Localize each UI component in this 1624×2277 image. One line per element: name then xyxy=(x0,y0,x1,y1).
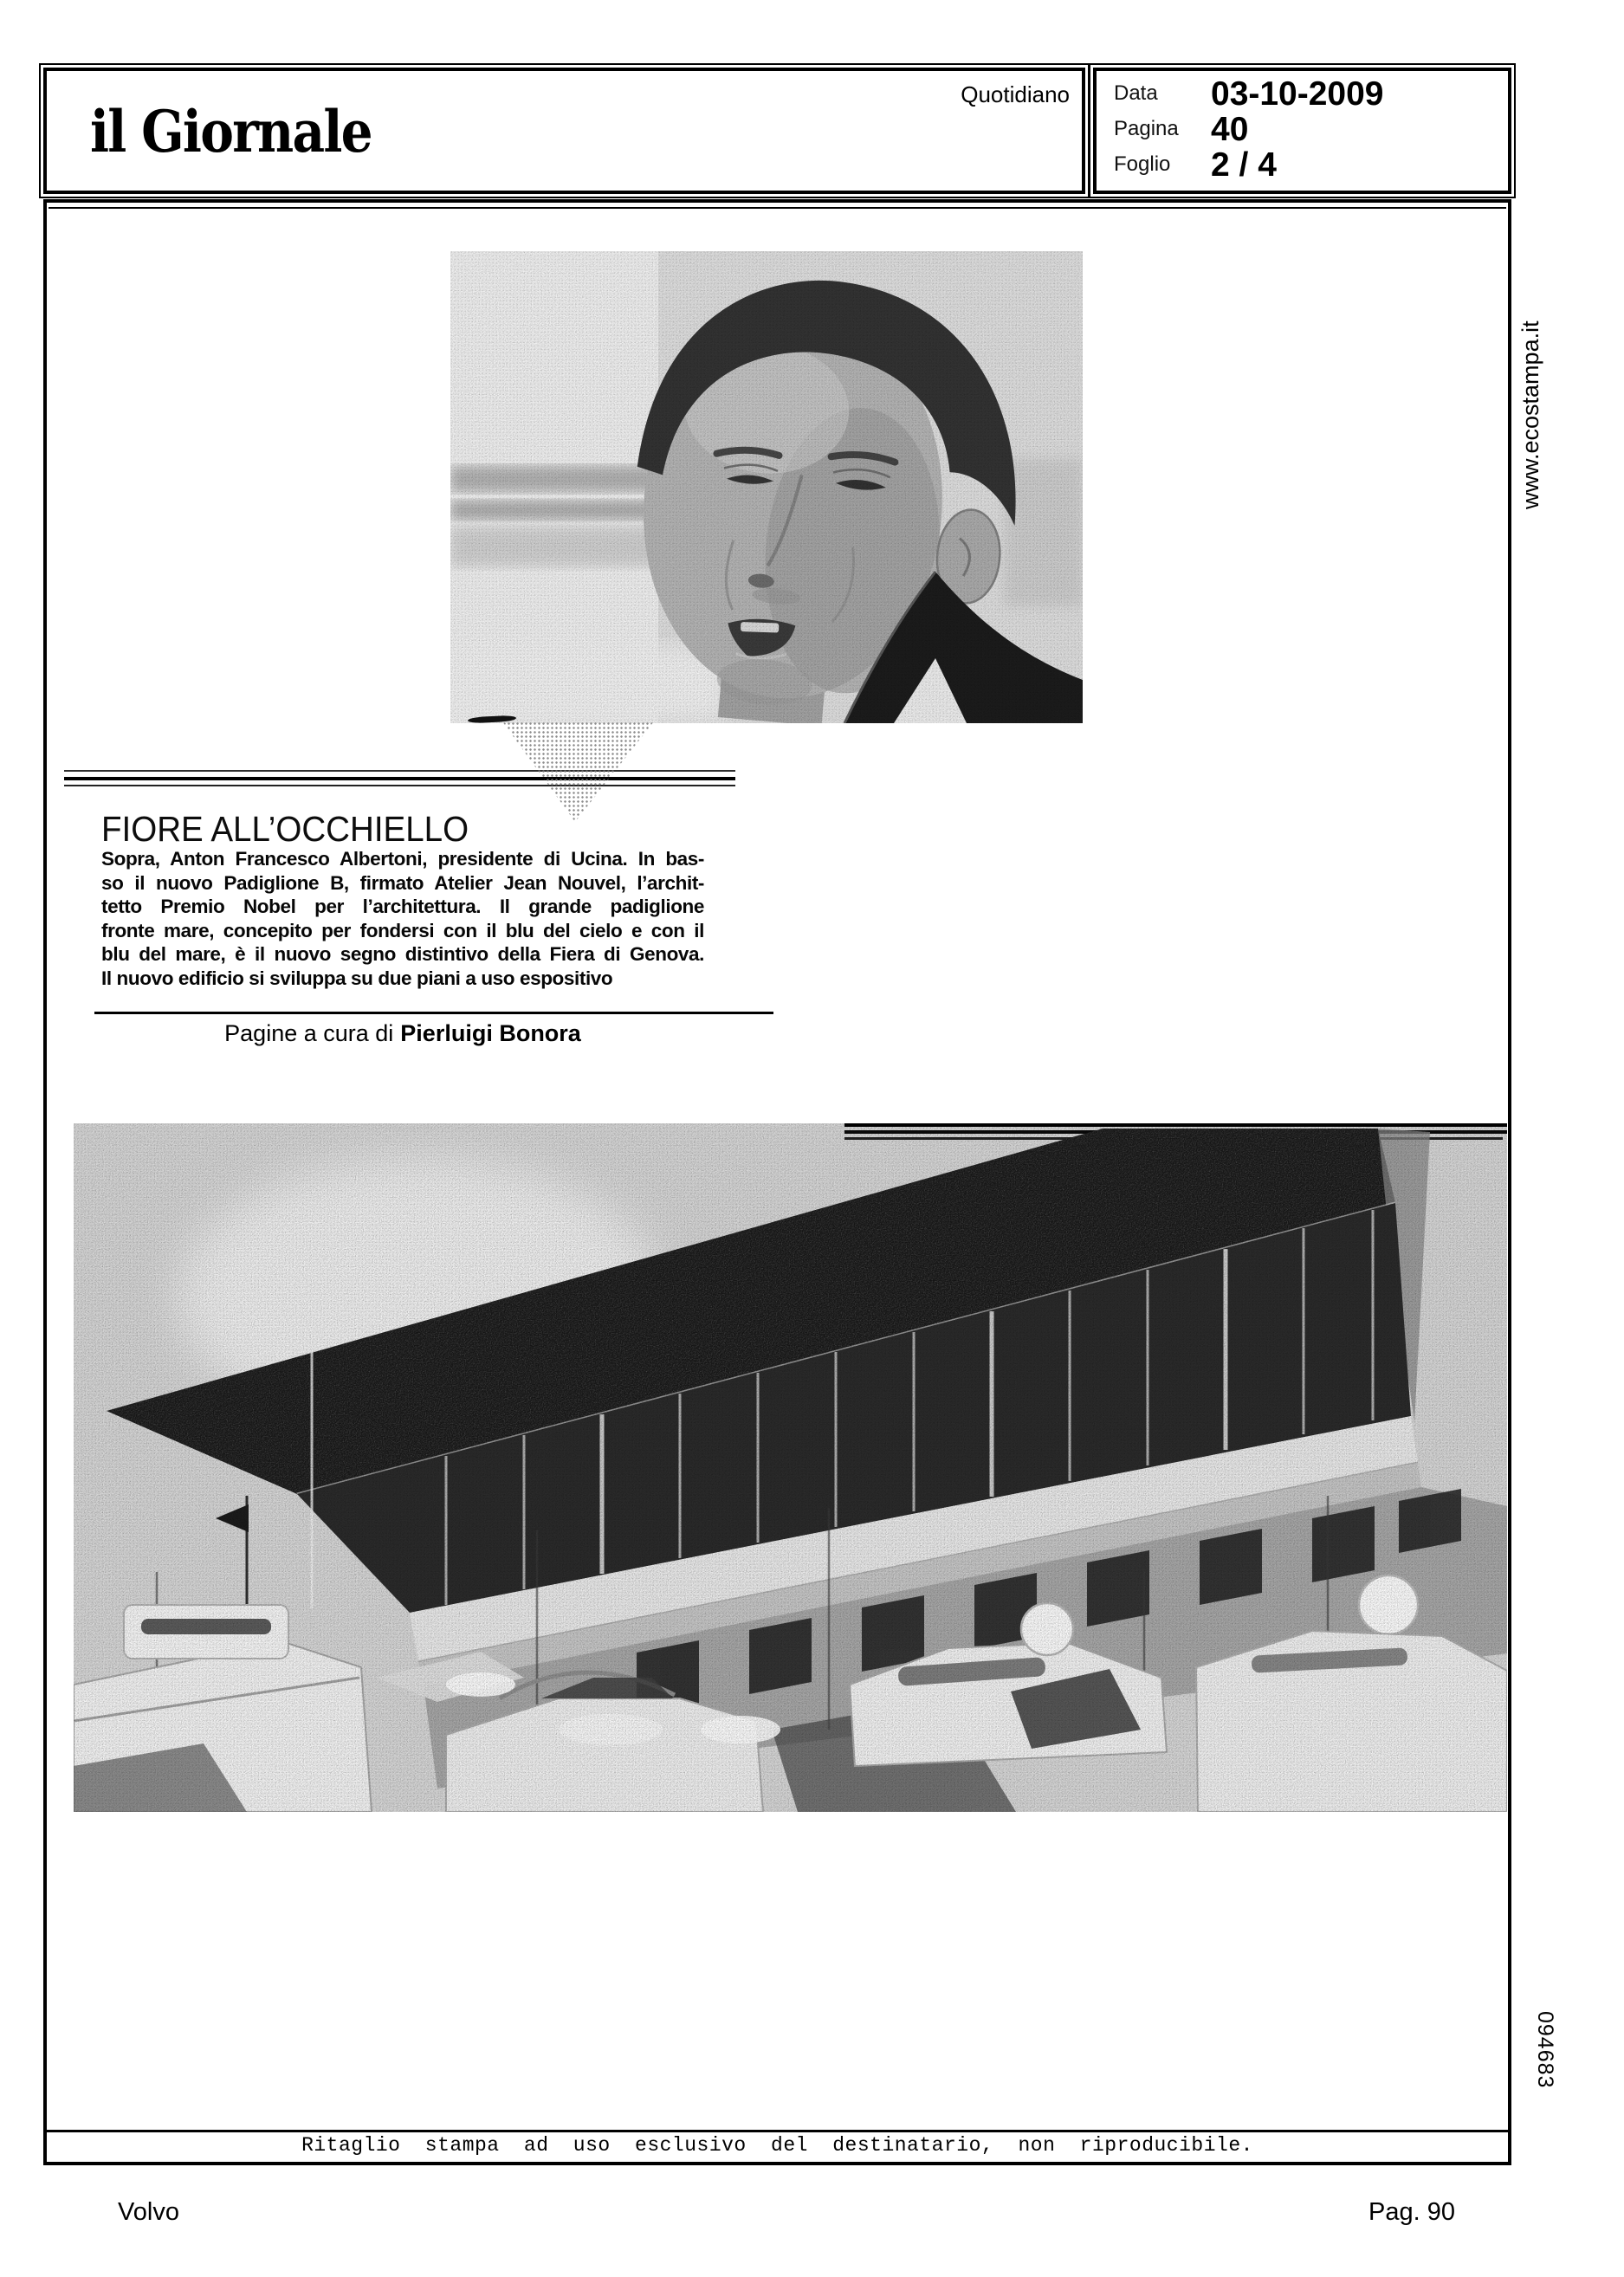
watermark-code: 094683 xyxy=(1533,2011,1557,2089)
inner-top-rule xyxy=(49,207,1506,209)
divider-rule-mid xyxy=(64,777,735,780)
divider-rule-top xyxy=(64,770,735,772)
byline xyxy=(101,1020,704,1047)
watermark-site: www.ecostampa.it xyxy=(1517,320,1543,509)
meta-value-foglio: 2 / 4 xyxy=(1211,146,1277,184)
page-ref: Pag. 90 xyxy=(1368,2198,1455,2226)
caption-rule xyxy=(94,1012,773,1014)
caption-line: Il nuovo edificio si sviluppa su due piani a uso espositivo xyxy=(101,967,613,989)
caption-line: tetto Premio Nobel per l’architettura. Il grande padiglione xyxy=(101,896,704,917)
footer-strip xyxy=(47,2130,1508,2162)
byline-prefix: Pagine a cura di xyxy=(224,1020,394,1046)
caption-line: fronte mare, concepito per fondersi con il blu del cielo e con il xyxy=(101,919,704,941)
meta-label-foglio: Foglio xyxy=(1114,152,1171,176)
caption-line: so il nuovo Padiglione B, firmato Atelier Jean Nouvel, l’archit- xyxy=(101,871,704,894)
meta-label-pagina: Pagina xyxy=(1114,117,1179,140)
meta-box xyxy=(1093,68,1511,194)
byline-name: Pierluigi Bonora xyxy=(400,1020,581,1046)
photo-caption xyxy=(101,847,704,990)
down-triangle-marker xyxy=(502,721,654,822)
meta-value-pagina: 40 xyxy=(1211,111,1249,148)
portrait-photo xyxy=(450,251,1083,723)
masthead-box xyxy=(43,68,1085,194)
building-photo xyxy=(74,1123,1507,1812)
divider-rule-bottom xyxy=(64,785,735,786)
article-headline: FIORE ALL’OCCHIELLO xyxy=(101,809,469,849)
periodicity-label: Quotidiano xyxy=(961,81,1070,107)
clipping-content-box xyxy=(43,199,1511,2165)
meta-value-data: 03-10-2009 xyxy=(1211,75,1384,113)
caption-line: blu del mare, è il nuovo segno distintivo della Fiera di Genova. xyxy=(101,943,704,965)
advertiser-name: Volvo xyxy=(118,2198,179,2226)
disclaimer-text: Ritaglio stampa ad uso esclusivo del destinatario, non riproducibile. xyxy=(301,2134,1253,2157)
meta-label-data: Data xyxy=(1114,81,1158,105)
caption-line: Sopra, Anton Francesco Albertoni, presidente di Ucina. In bas- xyxy=(101,848,704,870)
newspaper-title: il Giornale xyxy=(90,98,372,165)
